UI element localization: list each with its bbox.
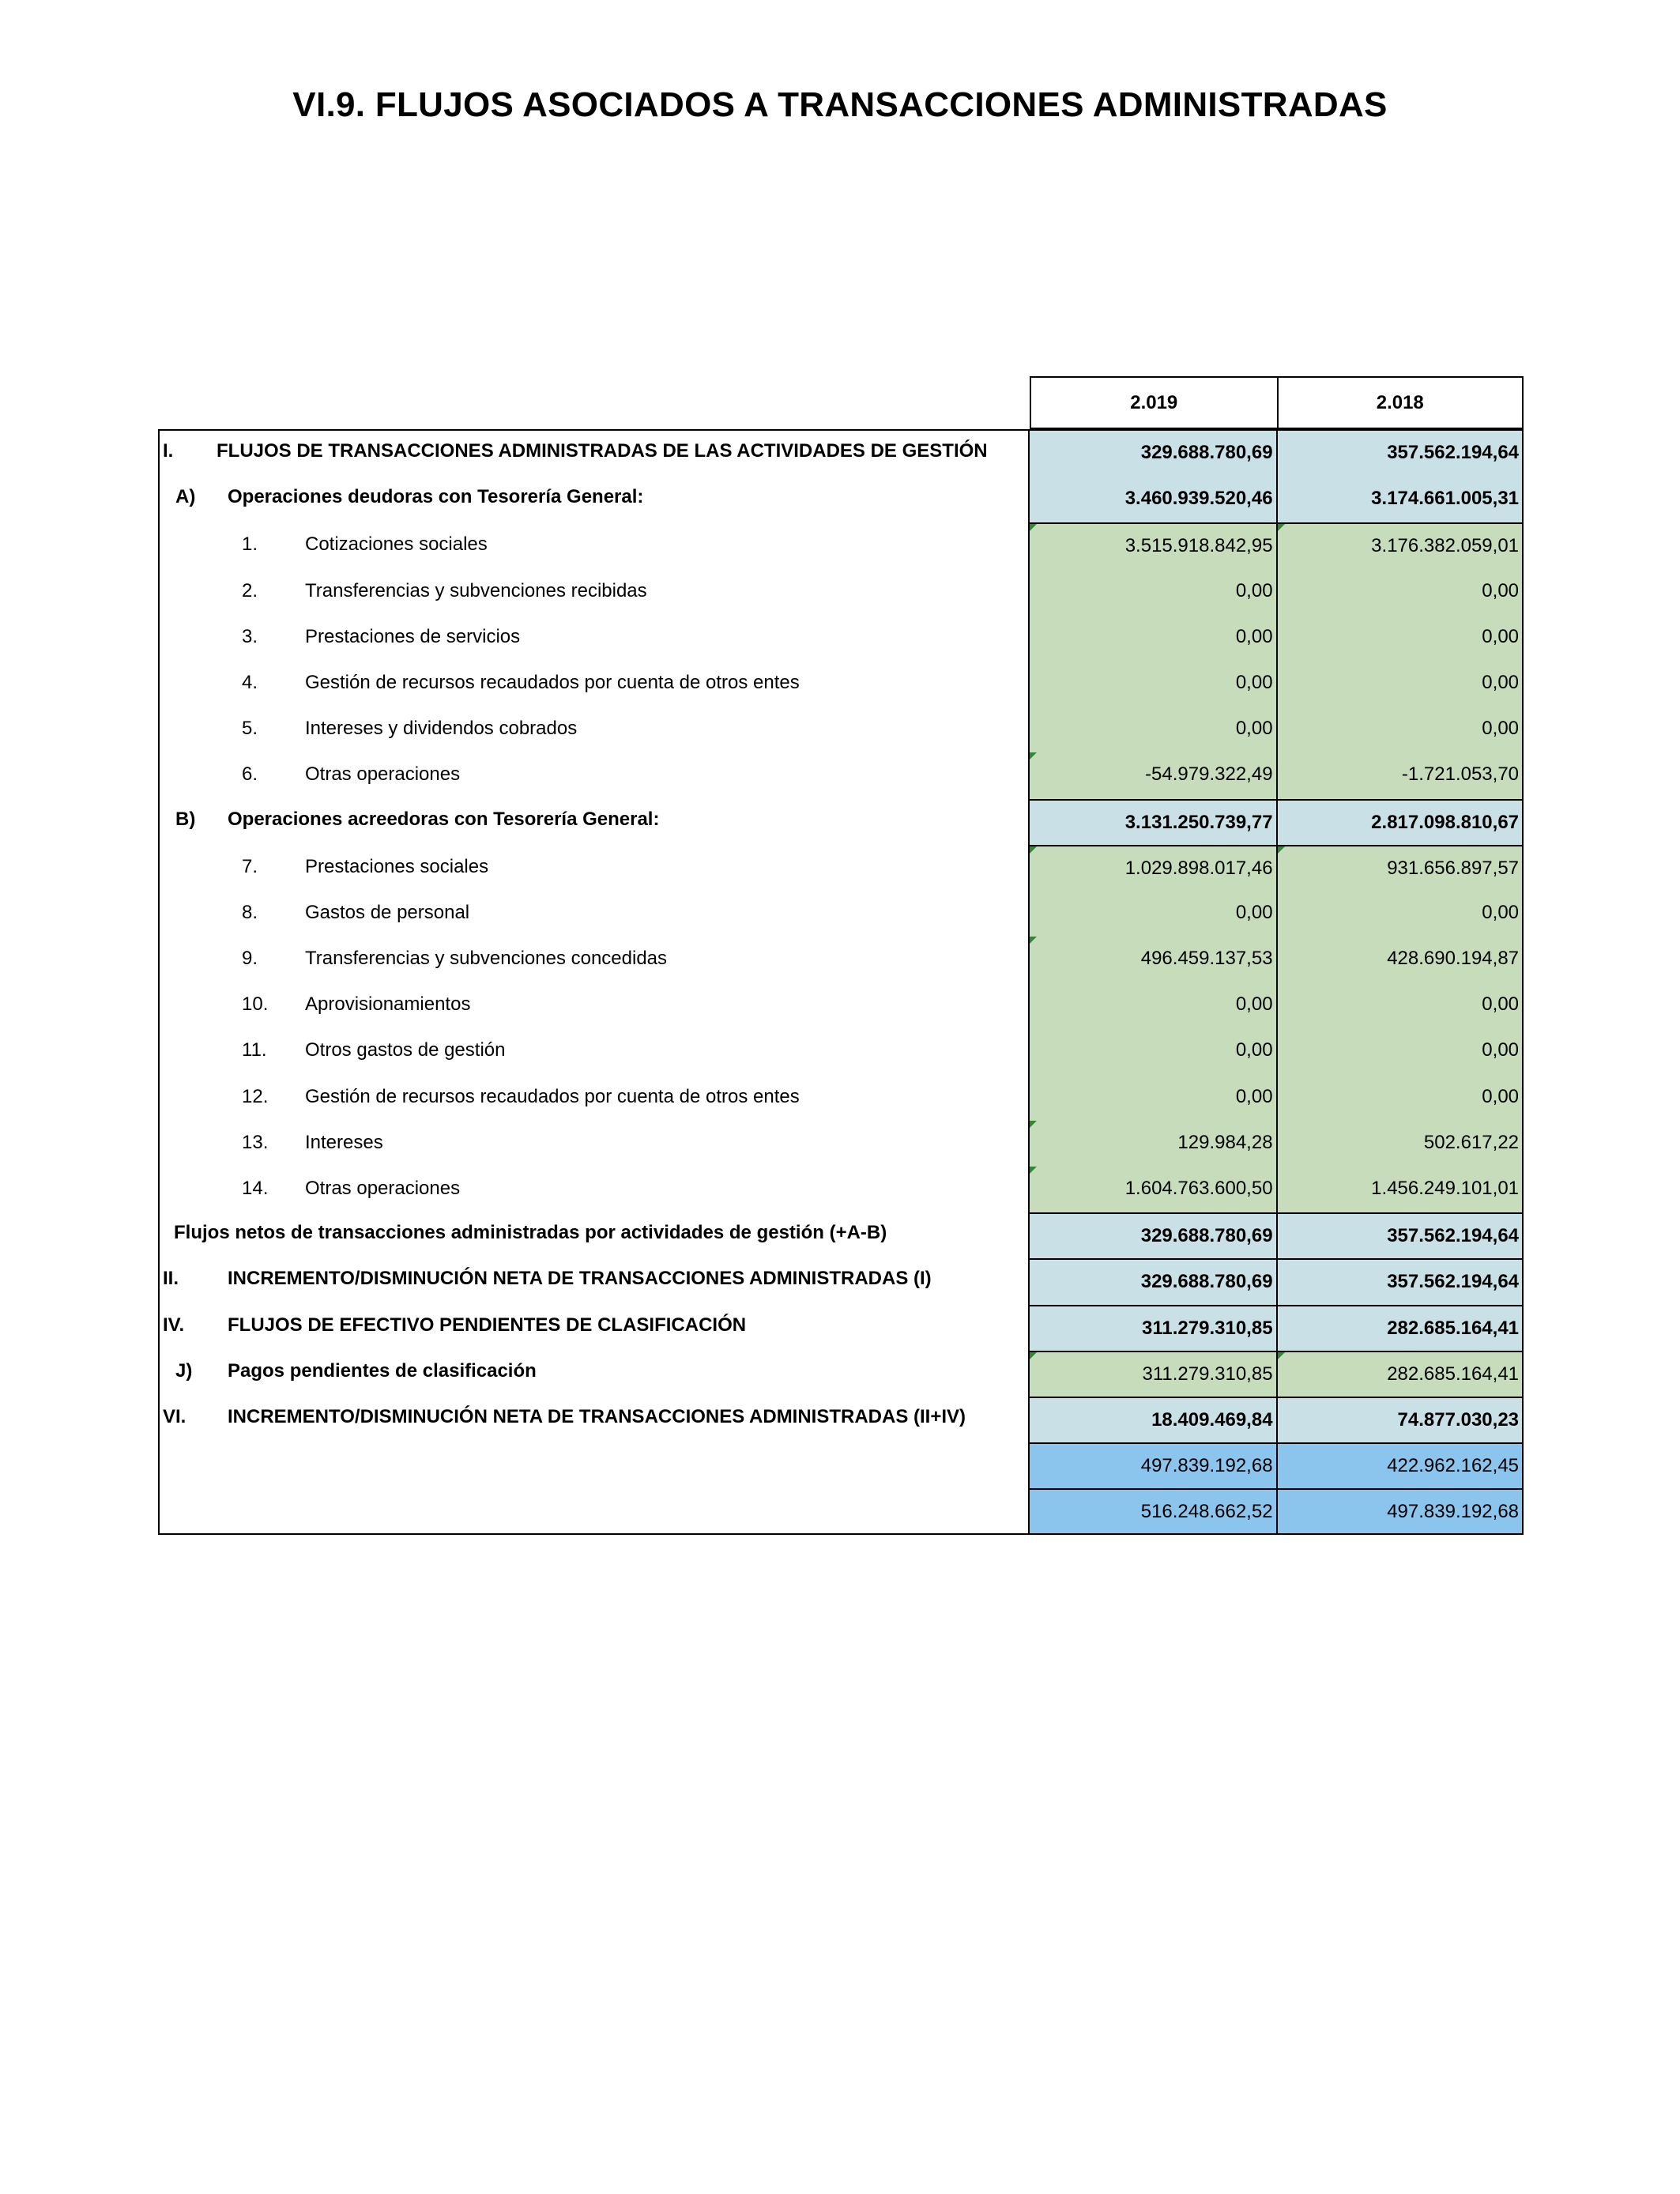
value-2019: 0,00 — [1030, 615, 1275, 661]
item-number: 6. — [242, 763, 258, 786]
row-code: VI. — [163, 1405, 186, 1427]
item-label: Otras operaciones — [305, 763, 461, 786]
comment-marker-icon — [1278, 524, 1285, 531]
value-2018: 2.817.098.810,67 — [1276, 799, 1522, 845]
value-2018: 0,00 — [1276, 1028, 1522, 1074]
value-2018: 497.839.192,68 — [1276, 1488, 1522, 1533]
row-code: J) — [175, 1359, 193, 1382]
item-number: 11. — [242, 1039, 267, 1061]
value-2018: 282.685.164,41 — [1276, 1305, 1522, 1351]
comment-marker-icon — [1030, 1167, 1037, 1174]
value-2019: 311.279.310,85 — [1030, 1305, 1275, 1351]
value-2018: 357.562.194,64 — [1276, 431, 1522, 477]
item-label: Gestión de recursos recaudados por cuenta de otros entes — [305, 1085, 800, 1107]
row-code: II. — [163, 1268, 179, 1290]
value-2019: 3.460.939.520,46 — [1030, 477, 1275, 522]
value-2019: 0,00 — [1030, 707, 1275, 752]
item-label: Intereses y dividendos cobrados — [305, 718, 578, 740]
comment-marker-icon — [1030, 1352, 1037, 1359]
row-section-ii — [160, 1258, 1522, 1304]
value-2019: 311.279.310,85 — [1030, 1351, 1275, 1397]
value-2019: 329.688.780,69 — [1030, 431, 1275, 477]
item-label: Prestaciones sociales — [305, 855, 489, 877]
item-label: Intereses — [305, 1131, 383, 1153]
value-2018: 357.562.194,64 — [1276, 1212, 1522, 1258]
item-number: 14. — [242, 1178, 269, 1199]
value-2019: 0,00 — [1030, 569, 1275, 615]
row-label: Operaciones deudoras con Tesorería General: — [228, 486, 644, 508]
row-extra-2 — [160, 1488, 1522, 1533]
comment-marker-icon — [1030, 752, 1037, 760]
value-2018: 3.174.661.005,31 — [1276, 477, 1522, 522]
item-number: 4. — [242, 671, 258, 693]
item-number: 9. — [242, 948, 258, 970]
row-item-3 — [160, 615, 1522, 661]
row-item-2 — [160, 569, 1522, 615]
item-label: Gastos de personal — [305, 901, 470, 923]
value-2019: -54.979.322,49 — [1030, 752, 1275, 798]
value-2018: 357.562.194,64 — [1276, 1258, 1522, 1304]
row-label: Operaciones acreedoras con Tesorería General: — [228, 808, 660, 830]
value-2018: -1.721.053,70 — [1276, 752, 1522, 798]
value-2018: 0,00 — [1276, 661, 1522, 707]
row-item-13 — [160, 1121, 1522, 1167]
row-section-i — [160, 431, 1522, 477]
value-2018: 0,00 — [1276, 982, 1522, 1028]
value-2019: 0,00 — [1030, 1075, 1275, 1121]
value-2019: 497.839.192,68 — [1030, 1442, 1275, 1488]
year-2018-header: 2.018 — [1277, 378, 1523, 428]
row-item-8 — [160, 891, 1522, 937]
item-number: 1. — [242, 533, 258, 556]
value-2019: 18.409.469,84 — [1030, 1397, 1275, 1442]
item-label: Aprovisionamientos — [305, 993, 471, 1016]
item-label: Otros gastos de gestión — [305, 1039, 506, 1061]
comment-marker-icon — [1030, 937, 1037, 944]
item-label: Transferencias y subvenciones recibidas — [305, 579, 647, 601]
value-2019: 1.029.898.017,46 — [1030, 845, 1275, 891]
row-item-12 — [160, 1075, 1522, 1121]
row-code: A) — [175, 486, 196, 508]
value-2018: 0,00 — [1276, 1075, 1522, 1121]
row-extra-1 — [160, 1442, 1522, 1488]
row-item-5 — [160, 707, 1522, 752]
value-2019: 516.248.662,52 — [1030, 1488, 1275, 1533]
row-item-14 — [160, 1167, 1522, 1212]
item-label: Transferencias y subvenciones concedidas — [305, 948, 668, 970]
row-label: Pagos pendientes de clasificación — [228, 1359, 537, 1382]
value-2019: 3.131.250.739,77 — [1030, 799, 1275, 845]
row-label: Flujos netos de transacciones administradas por actividades de gestión (+A-B) — [174, 1222, 887, 1244]
comment-marker-icon — [1278, 846, 1285, 854]
value-2018: 282.685.164,41 — [1276, 1351, 1522, 1397]
row-section-vi — [160, 1397, 1522, 1442]
value-2018: 0,00 — [1276, 707, 1522, 752]
comment-marker-icon — [1278, 1352, 1285, 1359]
value-2019: 0,00 — [1030, 1028, 1275, 1074]
item-label: Gestión de recursos recaudados por cuenta de otros entes — [305, 671, 800, 693]
value-2018: 422.962.162,45 — [1276, 1442, 1522, 1488]
item-number: 2. — [242, 579, 258, 601]
item-number: 10. — [242, 993, 269, 1016]
row-item-11 — [160, 1028, 1522, 1074]
comment-marker-icon — [1030, 1121, 1037, 1128]
row-item-9 — [160, 937, 1522, 982]
item-number: 3. — [242, 625, 258, 647]
item-label: Otras operaciones — [305, 1178, 461, 1199]
comment-marker-icon — [1030, 846, 1037, 854]
value-2019: 329.688.780,69 — [1030, 1212, 1275, 1258]
item-number: 8. — [242, 901, 258, 923]
value-2018: 0,00 — [1276, 891, 1522, 937]
item-number: 7. — [242, 855, 258, 877]
item-number: 5. — [242, 718, 258, 740]
value-2018: 3.176.382.059,01 — [1276, 522, 1522, 568]
row-section-j — [160, 1351, 1522, 1397]
row-item-6 — [160, 752, 1522, 798]
row-label: FLUJOS DE TRANSACCIONES ADMINISTRADAS DE LAS ACTIVIDADES DE GESTIÓN — [217, 440, 988, 462]
row-section-a — [160, 477, 1522, 522]
value-2019: 3.515.918.842,95 — [1030, 522, 1275, 568]
row-section-iv — [160, 1305, 1522, 1351]
value-2019: 0,00 — [1030, 891, 1275, 937]
page-title: VI.9. FLUJOS ASOCIADOS A TRANSACCIONES ADMINISTRADAS — [292, 85, 1388, 124]
value-2018: 0,00 — [1276, 615, 1522, 661]
year-2019-header: 2.019 — [1130, 391, 1178, 413]
value-2018: 1.456.249.101,01 — [1276, 1167, 1522, 1212]
row-code: B) — [175, 808, 196, 830]
item-label: Prestaciones de servicios — [305, 625, 521, 647]
row-label: INCREMENTO/DISMINUCIÓN NETA DE TRANSACCIONES ADMINISTRADAS (II+IV) — [228, 1405, 966, 1427]
row-code: I. — [163, 440, 174, 462]
value-2019: 0,00 — [1030, 982, 1275, 1028]
item-label: Cotizaciones sociales — [305, 533, 488, 556]
value-2018: 0,00 — [1276, 569, 1522, 615]
value-2019: 496.459.137,53 — [1030, 937, 1275, 982]
row-label: FLUJOS DE EFECTIVO PENDIENTES DE CLASIFICACIÓN — [228, 1314, 747, 1336]
row-label: INCREMENTO/DISMINUCIÓN NETA DE TRANSACCIONES ADMINISTRADAS (I) — [228, 1268, 932, 1290]
value-2019: 329.688.780,69 — [1030, 1258, 1275, 1304]
value-2019: 129.984,28 — [1030, 1121, 1275, 1167]
value-2018: 931.656.897,57 — [1276, 845, 1522, 891]
value-2018: 428.690.194,87 — [1276, 937, 1522, 982]
row-item-7 — [160, 845, 1522, 891]
item-number: 12. — [242, 1085, 269, 1107]
row-item-1 — [160, 522, 1522, 568]
row-net-flows — [160, 1212, 1522, 1258]
value-2019: 0,00 — [1030, 661, 1275, 707]
row-item-10 — [160, 982, 1522, 1028]
value-2019: 1.604.763.600,50 — [1030, 1167, 1275, 1212]
item-number: 13. — [242, 1131, 269, 1153]
value-2018: 502.617,22 — [1276, 1121, 1522, 1167]
row-code: IV. — [163, 1314, 185, 1336]
comment-marker-icon — [1030, 524, 1037, 531]
row-section-b — [160, 799, 1522, 845]
value-2018: 74.877.030,23 — [1276, 1397, 1522, 1442]
table-body — [158, 429, 1524, 1535]
row-item-4 — [160, 661, 1522, 707]
year-header — [1030, 376, 1524, 429]
